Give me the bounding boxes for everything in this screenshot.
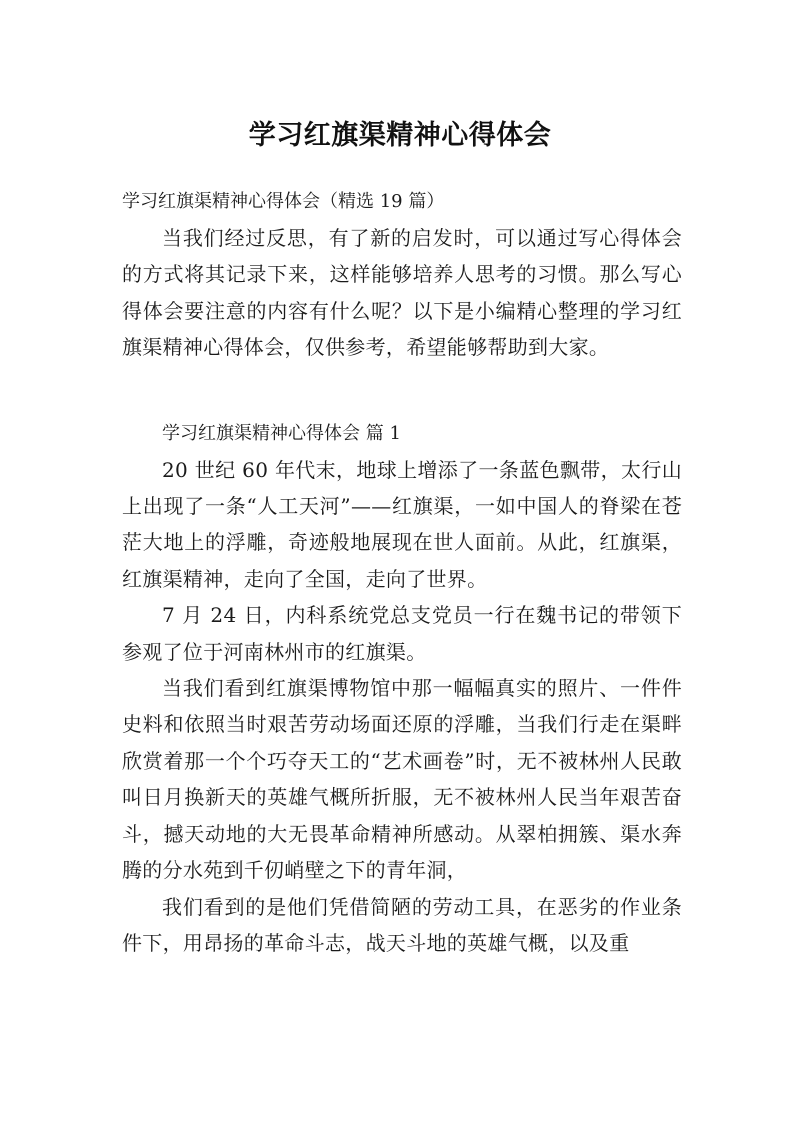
section-heading: 学习红旗渠精神心得体会 篇 1	[162, 422, 401, 444]
paragraph-spacer	[122, 366, 682, 402]
document-title: 学习红旗渠精神心得体会	[248, 120, 552, 152]
intro-paragraph: 当我们经过反思，有了新的启发时，可以通过写心得体会的方式将其记录下来，这样能够培养人思考的习惯。那么写心得体会要注意的内容有什么呢？以下是小编精心整理的学习红旗渠精神心得体会，仅供参考，希望能够帮助到大家。	[122, 226, 682, 360]
document-body	[122, 184, 682, 961]
document-subtitle: 学习红旗渠精神心得体会（精选 19 篇）	[122, 191, 445, 212]
body-paragraph: 当我们看到红旗渠博物馆中那一幅幅真实的照片、一件件史料和依照当时艰苦劳动场面还原的浮雕，当我们行走在渠畔欣赏着那一个个巧夺天工的“艺术画卷”时，无不被林州人民敢叫日月换新天的英雄气概所折服，无不被林州人民当年艰苦奋斗，撼天动地的大无畏革命精神所感动。从翠柏拥簇、渠水奔腾的分水苑到千仞峭壁之下的青年洞，	[122, 676, 682, 883]
body-paragraph: 20 世纪 60 年代末，地球上增添了一条蓝色飘带，太行山上出现了一条“人工天河”——红旗渠，一如中国人的脊梁在苍茫大地上的浮雕，奇迹般地展现在世人面前。从此，红旗渠，红旗渠精神，走向了全国，走向了世界。	[122, 457, 682, 591]
body-paragraph: 我们看到的是他们凭借简陋的劳动工具，在恶劣的作业条件下，用昂扬的革命斗志，战天斗地的英雄气概，以及重	[122, 894, 682, 955]
body-paragraph: 7 月 24 日，内科系统党总支党员一行在魏书记的带领下参观了位于河南林州市的红旗渠。	[122, 603, 682, 664]
